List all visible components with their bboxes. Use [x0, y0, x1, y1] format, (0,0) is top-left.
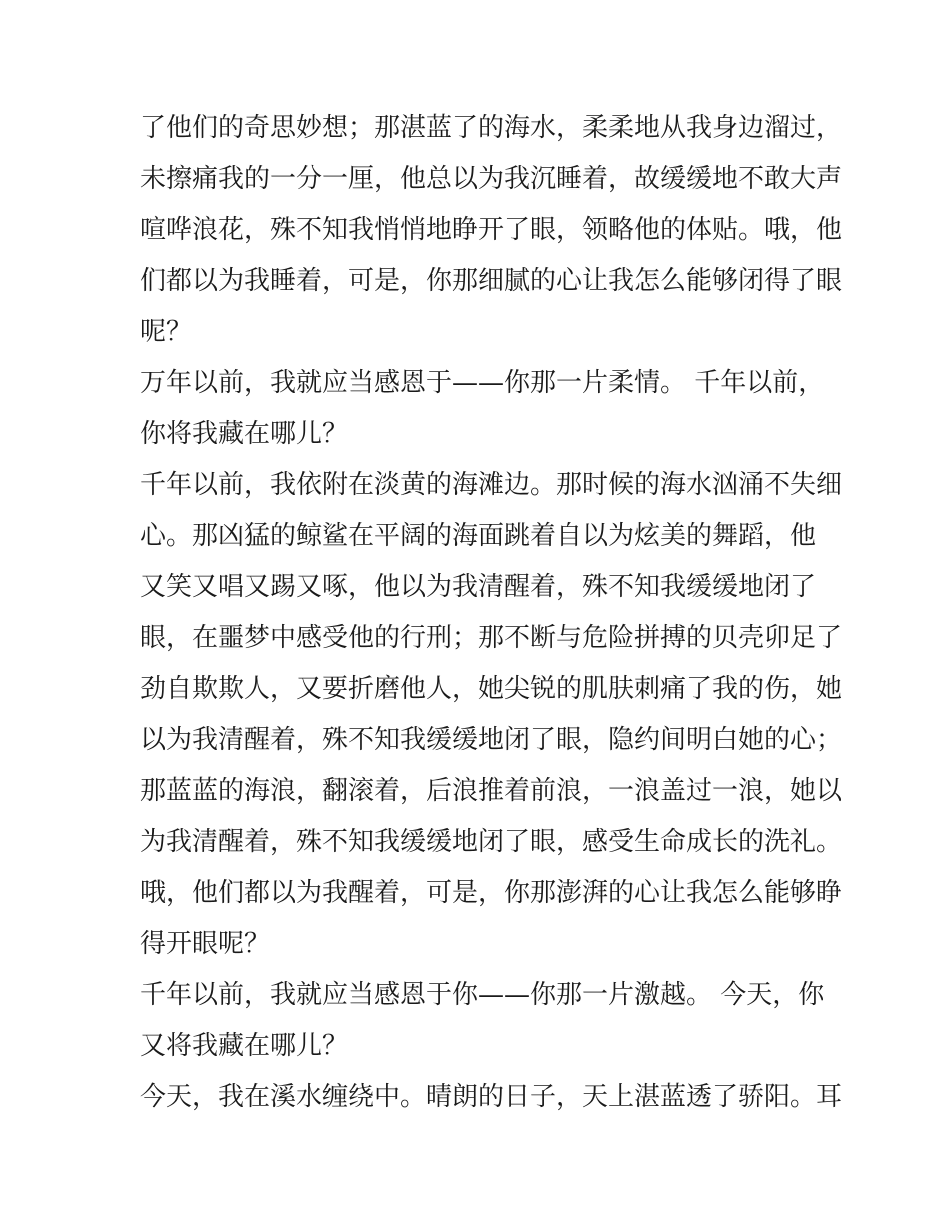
- text-line: 今天，我在溪水缠绕中。晴朗的日子，天上湛蓝透了骄阳。耳: [140, 1082, 843, 1112]
- text-line: 为我清醒着，殊不知我缓缓地闭了眼，感受生命成长的洗礼。: [140, 827, 843, 857]
- text-line: 哦，他们都以为我醒着，可是，你那澎湃的心让我怎么能够睁: [140, 878, 843, 908]
- text-line: 呢？: [140, 317, 193, 347]
- text-line: 万年以前，我就应当感恩于——你那一片柔情。 千年以前，: [140, 368, 825, 398]
- text-line: 喧哗浪花，殊不知我悄悄地睁开了眼，领略他的体贴。哦，他: [140, 215, 843, 245]
- text-line: 眼，在噩梦中感受他的行刑；那不断与危险拼搏的贝壳卯足了: [140, 623, 843, 653]
- text-line: 千年以前，我依附在淡黄的海滩边。那时候的海水汹涌不失细: [140, 470, 843, 500]
- text-line: 了他们的奇思妙想；那湛蓝了的海水，柔柔地从我身边溜过，: [140, 113, 843, 143]
- text-line: 得开眼呢？: [140, 929, 271, 959]
- text-line: 们都以为我睡着，可是，你那细腻的心让我怎么能够闭得了眼: [140, 266, 843, 296]
- text-line: 千年以前，我就应当感恩于你——你那一片激越。 今天，你: [140, 980, 825, 1010]
- text-line: 劲自欺欺人，又要折磨他人，她尖锐的肌肤刺痛了我的伤，她: [140, 674, 843, 704]
- text-line: 以为我清醒着，殊不知我缓缓地闭了眼，隐约间明白她的心；: [140, 725, 843, 755]
- text-line: 那蓝蓝的海浪，翻滚着，后浪推着前浪，一浪盖过一浪，她以: [140, 776, 843, 806]
- text-line: 又笑又唱又踢又啄，他以为我清醒着，殊不知我缓缓地闭了: [140, 572, 817, 602]
- body-text: [140, 103, 843, 1123]
- text-line: 又将我藏在哪儿？: [140, 1031, 349, 1061]
- text-line: 未擦痛我的一分一厘，他总以为我沉睡着，故缓缓地不敢大声: [140, 164, 843, 194]
- text-line: 你将我藏在哪儿？: [140, 419, 349, 449]
- text-line: 心。那凶猛的鲸鲨在平阔的海面跳着自以为炫美的舞蹈，他: [140, 521, 817, 551]
